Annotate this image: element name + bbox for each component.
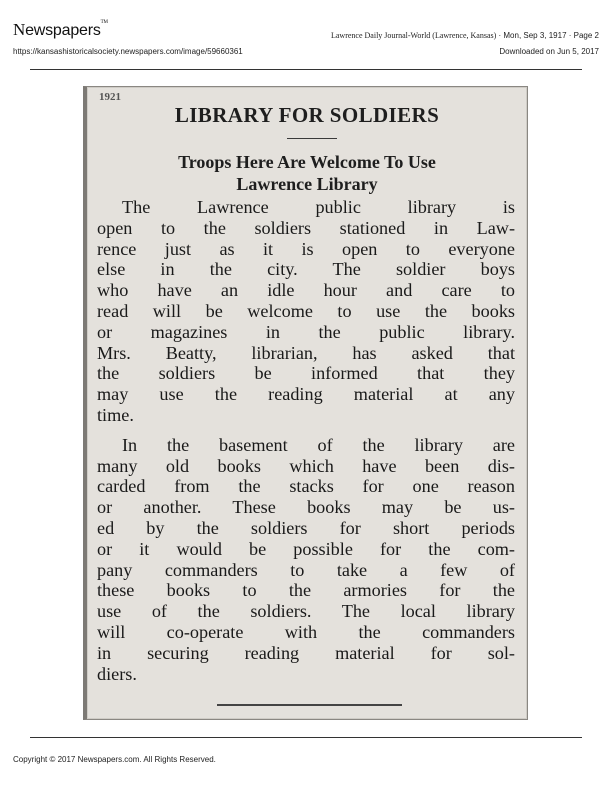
text-line: else in the city. The soldier boys [97,259,515,280]
text-line: may use the reading material at any [97,384,515,405]
publication-info [331,31,599,40]
text-line: The Lawrence public library is [122,197,515,217]
article-headline: LIBRARY FOR SOLDIERS [174,103,440,127]
text-line: in securing reading material for sol- [97,642,515,663]
text-line: use of the soldiers. The local library [97,601,515,622]
text-line: time. [97,404,134,425]
subheadline-line: Troops Here Are Welcome To Use [178,152,436,172]
newspapers-logo[interactable] [13,20,108,40]
article-body [97,197,515,684]
text-line: or another. These books may be us- [97,497,515,518]
publication-date-page: · Mon, Sep 3, 1917 · Page 2 [496,31,599,40]
text-line: or magazines in the public library. [97,321,515,342]
footer-divider [30,737,582,738]
article-subheadline [87,151,527,195]
text-line: will co-operate with the commanders [97,621,515,642]
text-line: or it would be possible for the com- [97,538,515,559]
text-line: ed by the soldiers for short periods [97,517,515,538]
logo-trademark: TM [100,20,108,25]
article-paragraph-1 [97,197,515,426]
text-line: diers. [97,663,137,684]
text-line: carded from the stacks for one reason [97,476,515,497]
text-line: open to the soldiers stationed in Law- [97,217,515,238]
article-end-divider [217,704,402,706]
text-line: read will be welcome to use the books [97,300,515,321]
text-line: many old books which have been dis- [97,455,515,476]
text-line: the soldiers be informed that they [97,363,515,384]
text-line: rence just as it is open to everyone [97,238,515,259]
text-line: In the basement of the library are [122,434,515,455]
publication-name: Lawrence Daily Journal-World (Lawrence, Kansas) [330,31,497,40]
copyright-notice: Copyright © 2017 Newspapers.com. All Rights Reserved. [13,755,216,764]
logo-initial: N [13,20,26,39]
subheadline-line: Lawrence Library [236,174,378,194]
newspaper-clipping [83,86,528,720]
clipping-id-mark: 1921 [99,91,121,103]
text-line: pany commanders to take a few of [97,559,515,580]
text-line: who have an idle hour and care to [97,280,515,301]
article-paragraph-2 [97,435,515,685]
headline-divider [287,138,337,139]
text-line: Mrs. Beatty, librarian, has asked that [97,342,515,363]
source-url[interactable]: https://kansashistoricalsociety.newspapers.com/image/59660361 [13,47,243,56]
text-line: these books to the armories for the [97,580,515,601]
logo-text: ewspapers [25,22,101,39]
header-divider [30,69,582,70]
download-date: Downloaded on Jun 5, 2017 [499,47,599,56]
